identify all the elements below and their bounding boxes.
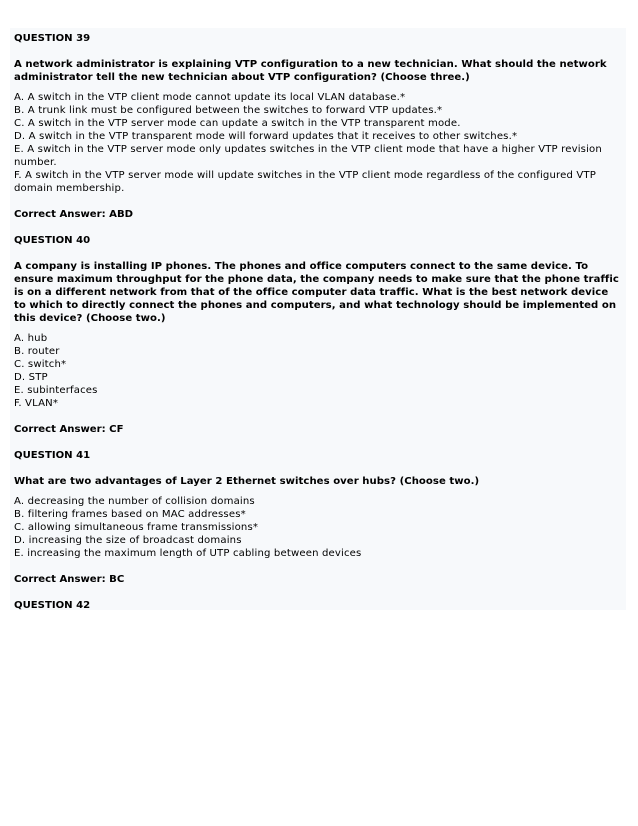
question-40-option-f: F. VLAN* xyxy=(14,398,59,409)
question-39-option-c: C. A switch in the VTP server mode can update a switch in the VTP transparent mode. xyxy=(14,118,461,129)
question-41-text: What are two advantages of Layer 2 Ethernet switches over hubs? (Choose two.) xyxy=(14,476,480,487)
question-41-option-d: D. increasing the size of broadcast domains xyxy=(14,535,242,546)
question-39-option-a: A. A switch in the VTP client mode cannot update its local VLAN database.* xyxy=(14,92,406,103)
question-39-option-d: D. A switch in the VTP transparent mode will forward updates that it receives to other switches.* xyxy=(14,131,518,142)
question-40-option-c: C. switch* xyxy=(14,359,67,370)
question-41-options xyxy=(14,495,622,560)
document-content xyxy=(14,32,622,625)
question-39-heading: QUESTION 39 xyxy=(14,33,91,44)
question-42-heading: QUESTION 42 xyxy=(14,600,91,611)
question-39-options xyxy=(14,91,622,195)
question-41-option-a: A. decreasing the number of collision domains xyxy=(14,496,255,507)
question-41-answer: Correct Answer: BC xyxy=(14,574,125,585)
question-40-heading: QUESTION 40 xyxy=(14,235,91,246)
question-41-option-b: B. filtering frames based on MAC addresses* xyxy=(14,509,246,520)
question-40-options xyxy=(14,332,622,410)
question-39-answer: Correct Answer: ABD xyxy=(14,209,134,220)
question-39-option-e: E. A switch in the VTP server mode only updates switches in the VTP client mode that have a higher VTP revision number. xyxy=(14,144,602,168)
question-40-option-a: A. hub xyxy=(14,333,48,344)
question-40-option-b: B. router xyxy=(14,346,60,357)
question-41-option-e: E. increasing the maximum length of UTP cabling between devices xyxy=(14,548,362,559)
question-39-option-b: B. A trunk link must be configured between the switches to forward VTP updates.* xyxy=(14,105,443,116)
question-40-text: A company is installing IP phones. The phones and office computers connect to the same device. To ensure maximum throughput for the phone data, the company needs to make sure that the phone traffic is on a different network from that of the office computer data traffic. What is the best network device to which to directly connect the phones and computers, and what technology should be implemented on this device? (Choose two.) xyxy=(14,261,619,324)
question-41-heading: QUESTION 41 xyxy=(14,450,91,461)
question-40-answer: Correct Answer: CF xyxy=(14,424,124,435)
question-39-text: A network administrator is explaining VTP configuration to a new technician. What should the network administrator tell the new technician about VTP configuration? (Choose three.) xyxy=(14,59,607,83)
question-39-option-f: F. A switch in the VTP server mode will update switches in the VTP client mode regardless of the configured VTP domain membership. xyxy=(14,170,596,194)
question-41-option-c: C. allowing simultaneous frame transmissions* xyxy=(14,522,259,533)
question-40-option-e: E. subinterfaces xyxy=(14,385,98,396)
question-40-option-d: D. STP xyxy=(14,372,48,383)
